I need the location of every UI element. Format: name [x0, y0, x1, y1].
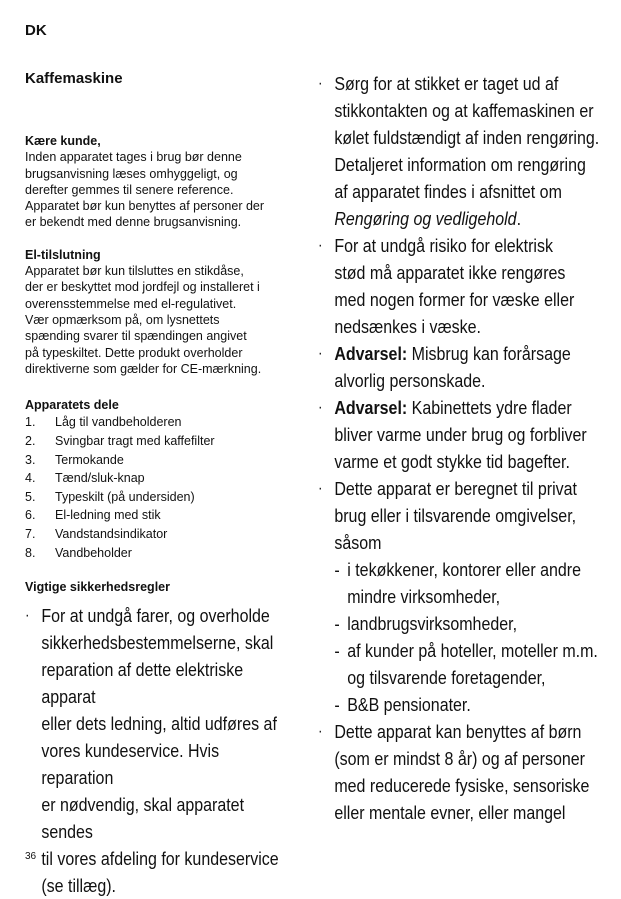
bullet-line	[334, 205, 599, 232]
sub-item	[334, 556, 598, 610]
intro-line: er bekendt med denne brugsanvisning.	[25, 215, 242, 230]
list-item	[25, 432, 295, 451]
bullet-line: (se tillæg).	[41, 874, 116, 896]
list-item	[25, 413, 295, 432]
bullet-line: eller mentale evner, eller mangel	[334, 802, 566, 823]
bullet-line	[334, 340, 570, 367]
parts-heading: Apparatets dele	[25, 398, 119, 413]
bullet-line: reparation af dette elektriske apparat	[41, 658, 244, 707]
list-item	[25, 525, 295, 544]
bullet-line	[334, 394, 586, 421]
parts-list	[25, 413, 295, 562]
intro-line: brugsanvisning læses omhyggeligt, og	[25, 166, 238, 181]
bullet-line: eller dets ledning, altid udføres af	[41, 712, 277, 734]
list-item	[25, 451, 295, 470]
bullet-line: med reducerede fysiske, sensoriske	[334, 775, 590, 796]
bullet-icon: ·	[318, 723, 323, 740]
bullet-text: Misbrug kan forårsage	[407, 343, 571, 364]
bullet-line: Dette apparat er beregnet til privat	[334, 478, 578, 499]
el-line: Apparatet bør kun tilsluttes en stikdåse,	[25, 264, 244, 279]
bullet-line: (som er mindst 8 år) og af personer	[334, 748, 585, 769]
sub-line: i tekøkkener, kontorer eller andre	[347, 559, 581, 580]
warning-label: Advarsel:	[334, 397, 408, 418]
sub-item	[334, 610, 598, 637]
sub-item	[334, 637, 598, 691]
bullet-warning-misuse	[318, 340, 607, 394]
bullet-line: til vores afdeling for kundeservice	[41, 847, 279, 869]
bullet-line: vores kundeservice. Hvis reparation	[41, 739, 220, 788]
dash: -	[334, 640, 340, 661]
left-column	[25, 70, 295, 899]
sub-line: B&B pensionater.	[347, 694, 471, 715]
item-number: 2.	[25, 434, 36, 449]
bullet-line: såsom	[334, 532, 382, 553]
item-label: Svingbar tragt med kaffefilter	[55, 434, 215, 449]
item-number: 4.	[25, 471, 36, 486]
item-number: 3.	[25, 452, 36, 467]
bullet-line: Sørg for at stikket er taget ud af	[334, 73, 559, 94]
item-label: Termokande	[55, 452, 124, 467]
bullet-private-use	[318, 475, 607, 718]
bullet-line: For at undgå risiko for elektrisk	[334, 235, 553, 256]
bullet-cleaning	[318, 70, 607, 232]
sub-line: landbrugsvirksomheder,	[347, 613, 518, 634]
section-title: Kaffemaskine	[25, 70, 123, 87]
bullet-line: kølet fuldstændigt af inden rengøring.	[334, 127, 600, 148]
bullet-icon: ·	[318, 345, 323, 362]
item-label: Låg til vandbeholderen	[55, 415, 182, 430]
sub-item	[334, 691, 598, 718]
bullet-line: Detaljeret information om rengøring	[334, 154, 586, 175]
sub-line: mindre virksomheder,	[347, 586, 501, 607]
bullet-icon: ·	[318, 480, 323, 497]
item-number: 8.	[25, 545, 36, 560]
italic-reference: Rengøring og vedligehold	[334, 208, 517, 229]
bullet-line: varme et godt stykke tid bagefter.	[334, 451, 570, 472]
el-heading: El-tilslutning	[25, 247, 101, 262]
dash: -	[334, 559, 340, 580]
item-label: Vandbeholder	[55, 545, 132, 560]
bullet-icon: ·	[318, 399, 323, 416]
bullet-line: nedsænkes i væske.	[334, 316, 481, 337]
bullet-line: stød må apparatet ikke rengøres	[334, 262, 566, 283]
sub-line: og tilsvarende foretagender,	[347, 667, 546, 688]
item-number: 6.	[25, 508, 36, 523]
el-text	[25, 263, 295, 377]
right-column	[318, 70, 608, 826]
bullet-text: Kabinettets ydre flader	[407, 397, 572, 418]
bullet-line: Dette apparat kan benyttes af børn	[334, 721, 582, 742]
bullet-icon: ·	[25, 606, 30, 624]
intro-line: derefter gemmes til senere reference.	[25, 182, 234, 197]
el-line: Vær opmærksom på, om lysnettets	[25, 312, 220, 327]
item-number: 7.	[25, 527, 36, 542]
list-item	[25, 544, 295, 563]
bullet-line: med nogen former for væske eller	[334, 289, 575, 310]
greeting: Kære kunde,	[25, 134, 101, 148]
sub-line: af kunder på hoteller, moteller m.m.	[347, 640, 598, 661]
language-code: DK	[25, 22, 47, 39]
dash: -	[334, 613, 340, 634]
item-label: El-ledning med stik	[55, 508, 161, 523]
bullet-line: af apparatet findes i afsnittet om	[334, 181, 562, 202]
period: .	[516, 208, 522, 229]
bullet-children	[318, 718, 607, 826]
warning-label: Advarsel:	[334, 343, 408, 364]
list-item	[25, 488, 295, 507]
safety-bullet	[25, 602, 294, 899]
el-line: direktiverne som gælder for CE-mærkning.	[25, 361, 262, 376]
item-number: 1.	[25, 415, 36, 430]
page-number: 36	[25, 851, 37, 862]
bullet-line: brug eller i tilsvarende omgivelser,	[334, 505, 577, 526]
bullet-line: stikkontakten og at kaffemaskinen er	[334, 100, 594, 121]
bullet-warning-hot	[318, 394, 607, 475]
list-item	[25, 506, 295, 525]
intro-line: Apparatet bør kun benyttes af personer der	[25, 199, 265, 214]
safety-heading: Vigtige sikkerhedsregler	[25, 580, 170, 595]
item-number: 5.	[25, 489, 36, 504]
bullet-line: er nødvendig, skal apparatet sendes	[41, 793, 245, 842]
bullet-electric	[318, 232, 607, 340]
el-line: overensstemmelse med el-regulativet.	[25, 296, 237, 311]
bullet-line: sikkerhedsbestemmelserne, skal	[41, 631, 274, 653]
bullet-line: alvorlig personskade.	[334, 370, 486, 391]
el-line: på typeskiltet. Dette produkt overholder	[25, 345, 243, 360]
dash: -	[334, 694, 340, 715]
bullet-icon: ·	[318, 75, 323, 92]
el-line: der er beskyttet mod jordfejl og installeret i	[25, 280, 260, 295]
item-label: Vandstandsindikator	[55, 527, 168, 542]
item-label: Typeskilt (på undersiden)	[55, 489, 195, 504]
bullet-icon: ·	[318, 237, 323, 254]
bullet-line: For at undgå farer, og overholde	[41, 604, 270, 626]
el-line: spænding svarer til spændingen angivet	[25, 329, 247, 344]
bullet-line: bliver varme under brug og forbliver	[334, 424, 587, 445]
intro-line: Inden apparatet tages i brug bør denne	[25, 150, 242, 165]
list-item	[25, 469, 295, 488]
item-label: Tænd/sluk-knap	[55, 471, 145, 486]
intro-text	[25, 149, 295, 230]
